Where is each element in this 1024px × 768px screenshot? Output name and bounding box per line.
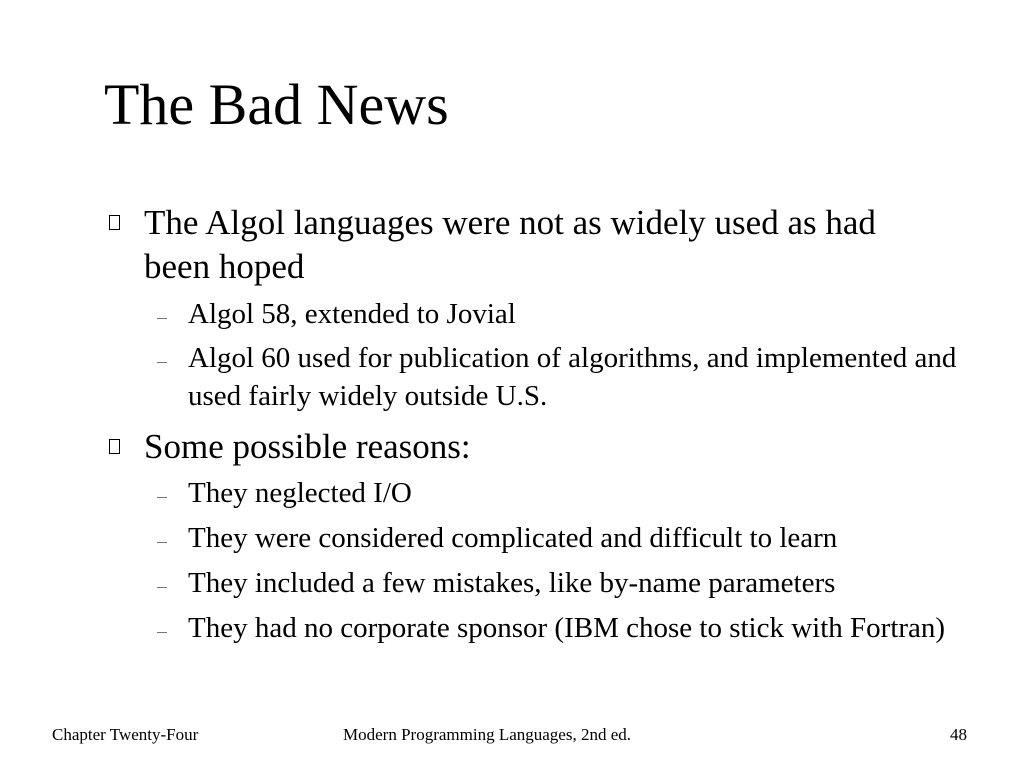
bullet-marker-icon — [109, 215, 120, 230]
sub-item: They included a few mistakes, like by-name parameters — [188, 567, 836, 599]
sub-item: Algol 58, extended to Jovial — [188, 298, 516, 330]
bullet-marker-icon — [109, 439, 120, 454]
dash-icon — [157, 587, 167, 588]
footer-book-title: Modern Programming Languages, 2nd ed. — [343, 725, 631, 744]
dash-icon — [157, 318, 167, 319]
bullet-item: Some possible reasons: — [144, 427, 471, 466]
sub-item: Algol 60 used for publication of algorithms, and implemented and used fairly widely outside U.S. — [188, 342, 957, 412]
footer-page-number: 48 — [950, 725, 967, 744]
bullet-item: The Algol languages were not as widely used as had been hoped — [144, 203, 876, 286]
sub-item: They were considered complicated and difficult to learn — [188, 522, 838, 554]
footer-chapter: Chapter Twenty-Four — [52, 725, 199, 744]
sub-item: They neglected I/O — [188, 477, 412, 509]
slide-title: The Bad News — [104, 72, 449, 137]
dash-icon — [157, 632, 167, 633]
sub-item: They had no corporate sponsor (IBM chose to stick with Fortran) — [188, 612, 946, 644]
dash-icon — [157, 497, 167, 498]
dash-icon — [157, 542, 167, 543]
dash-icon — [157, 362, 167, 363]
